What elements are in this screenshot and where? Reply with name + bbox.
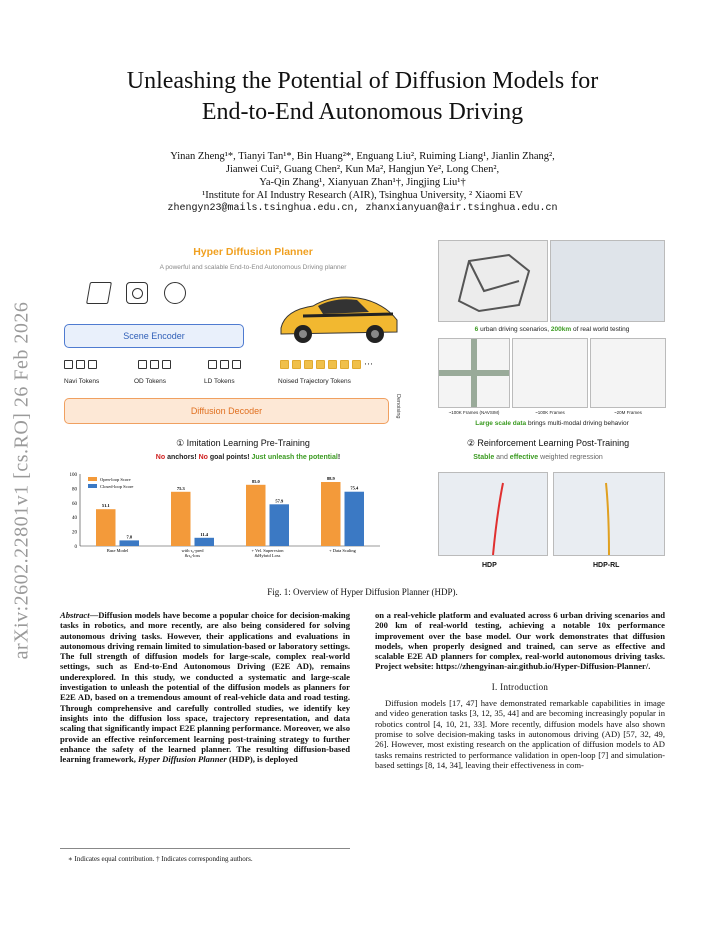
hdp-rl-trajectory-drawing [554, 473, 664, 555]
od-tokens [138, 360, 171, 372]
abstract-continued: on a real-vehicle platform and evaluated across 6 urban driving scenarios and 200 km of real-world testing, achieving a notable 10x performance improvement over the base model. Our work demonstrates that diffusion models, when properly designed and trained, can serve as effective and scalable E2E AD planners for complex, real-world autonomous driving tasks. Project website: https://zhengyinan-air.github.io/Hyper-Diffusion-Planner/. [375, 610, 665, 672]
legend-swatch [88, 477, 97, 481]
abstract: Abstract—Diffusion models have become a popular choice for decision-making tasks in robotics, and more recently, are also being considered for solving autonomous driving tasks. However, their applications and evaluations in autonomous driving remain limited to simulation-based or laboratory settings. The full strength of diffusion models for large-scale, complex real-world settings, such as End-to-End Autonomous Driving (E2E AD), remains underexplored. In this study, we conducted a systematic and large-scale investigation to unleash the potential of the diffusion models as planners for E2E AD, based on a tremendous amount of real-vehicle data and road testing. Through comprehensive and carefully controlled studies, we identify key insights into the diffusion loss space, trajectory representation, and data scaling that significantly impact E2E planning performance. Moreover, we also provide an effective reinforcement learning post-training strategy to further enhance the safety of the learned planner. The resulting diffusion-based learning framework, Hyper Diffusion Planner (HDP), is deployed [60, 610, 350, 765]
lidar-icon [164, 282, 186, 304]
sensor-icons [88, 282, 238, 312]
affiliations: ¹Institute for AI Industry Research (AIR), Tsinghua University, ² Xiaomi EV [202, 190, 523, 201]
bar-value-label: 51.1 [101, 503, 110, 509]
camera-views-panel [550, 240, 665, 322]
paper-title: Unleashing the Potential of Diffusion Models for End-to-End Autonomous Driving [126, 68, 599, 125]
bar-value-label: 11.4 [200, 531, 209, 537]
right-column [375, 610, 665, 770]
y-tick-label: 100 [69, 473, 77, 478]
scenario-caption: 6 urban driving scenarios, 200km of real world testing [474, 326, 630, 333]
frames-label: ~20M Frames [614, 410, 642, 415]
footnote: ∗ Indicates equal contribution. † Indicates corresponding authors. [60, 848, 350, 863]
x-tick-label: &τ₀-loss [184, 553, 201, 558]
map-pin-icon [86, 282, 112, 304]
hdp-subtitle: A powerful and scalable End-to-End Autonomous Driving planner [159, 264, 347, 271]
emails[interactable]: zhengyn23@mails.tsinghua.edu.cn, zhanxianyuan@air.tsinghua.edu.cn [167, 203, 558, 214]
y-tick-label: 60 [72, 501, 77, 507]
route-map-panel [438, 240, 548, 322]
scale-caption: Large scale data brings multi-modal driving behavior [475, 420, 629, 427]
stage2-title: ② Reinforcement Learning Post-Training [466, 438, 630, 448]
frames-panel-1 [512, 338, 588, 408]
legend-swatch [88, 484, 97, 488]
figure-overview [58, 240, 668, 570]
stage1-subtitle: No anchors! No goal points! Just unleash the potential! [155, 454, 341, 461]
section-title: I. Introduction [491, 681, 549, 692]
frames-label: ~100K Frames [535, 410, 565, 415]
bar [96, 509, 116, 546]
hdp-trajectory-drawing [439, 473, 547, 555]
x-tick-label: with τ₀-pred [181, 548, 204, 553]
diffusion-decoder-box: Diffusion Decoder [64, 398, 389, 424]
frames-label: ~100K Frames (NAVSIM) [448, 410, 500, 415]
bar-value-label: 75.3 [176, 485, 185, 491]
hdp-title: Hyper Diffusion Planner [193, 246, 313, 258]
y-tick-label: 0 [74, 545, 77, 550]
bar [321, 482, 341, 546]
token-label: LD Tokens [204, 378, 235, 385]
ablation-bar-chart [58, 468, 388, 568]
author-block [60, 150, 665, 215]
navi-tokens [64, 360, 97, 372]
bar-value-label: 85.0 [251, 478, 260, 484]
stage2-subtitle: Stable and effective weighted regression [473, 454, 603, 461]
bar [120, 540, 140, 546]
bar [195, 538, 215, 546]
x-tick-label: + Data Scaling [329, 548, 356, 553]
bar [171, 492, 191, 546]
legend-label: Open-loop Score [100, 477, 131, 482]
hdp-label: HDP [482, 562, 497, 569]
bar [270, 504, 290, 546]
hdp-result-panel [438, 472, 548, 556]
token-label: Navi Tokens [64, 378, 100, 385]
y-tick-label: 20 [72, 530, 77, 536]
hdp-rl-label: HDP-RL [593, 562, 620, 569]
x-tick-label: &Hybrid Loss [254, 553, 281, 558]
route-map-drawing [439, 241, 547, 321]
frames-panel-2 [590, 338, 666, 408]
intersection-drawing [439, 339, 509, 407]
y-tick-label: 40 [72, 516, 77, 522]
token-label: OD Tokens [134, 378, 167, 385]
intro-paragraph: Diffusion models [17, 47] have demonstrated remarkable capabilities in image and video generation tasks [3, 12, 35, 44] and are becoming increasingly popular in robotics control [4, 10, 21, 33]. More recently, diffusion models have also shown promise to solve decision-making tasks in autonomous driving (AD) [57, 32, 49, 26]. However, most existing research on the application of diffusion models to AD tasks remains restricted to performance validation in open-loop [7] and simulation-based settings [8, 14, 34], leaving their effectiveness in com- [375, 698, 665, 770]
arxiv-stamp: arXiv:2602.22801v1 [cs.RO] 26 Feb 2026 [10, 301, 33, 659]
intersection-panel [438, 338, 510, 408]
denoising-label: Denoising [395, 394, 401, 419]
authors-line: Ya-Qin Zhang¹, Xianyuan Zhan¹†, Jingjing Liu¹† [259, 177, 466, 188]
noised-tokens: ··· [280, 360, 373, 372]
hdp-rl-result-panel [553, 472, 665, 556]
car-illustration [273, 280, 403, 350]
ld-tokens [208, 360, 241, 372]
authors-line: Yinan Zheng¹*, Tianyi Tan¹*, Bin Huang²*, Enguang Liu², Ruiming Liang¹, Jianlin Zhang², [170, 151, 555, 162]
abstract-column [60, 610, 350, 764]
legend-label: Closed-loop Score [100, 484, 134, 489]
stage1-title: ① Imitation Learning Pre-Training [176, 438, 310, 448]
y-tick-label: 80 [72, 487, 77, 493]
bar-value-label: 7.8 [126, 534, 133, 540]
bar [246, 485, 266, 546]
scene-encoder-box: Scene Encoder [64, 324, 244, 348]
camera-icon [126, 282, 148, 304]
x-tick-label: Base Model [106, 548, 129, 553]
bar-value-label: 57.9 [275, 498, 284, 504]
bar-value-label: 75.4 [350, 485, 359, 491]
figure-caption: Fig. 1: Overview of Hyper Diffusion Planner (HDP). [267, 587, 458, 597]
bar-value-label: 88.9 [326, 475, 335, 481]
bar [345, 492, 365, 546]
authors-line: Jianwei Cui², Guang Chen², Kun Ma², Hangjun Ye², Long Chen², [225, 164, 500, 175]
x-tick-label: + Vel. Supervsion [251, 548, 284, 553]
token-label: Noised Trajectory Tokens [278, 378, 351, 385]
